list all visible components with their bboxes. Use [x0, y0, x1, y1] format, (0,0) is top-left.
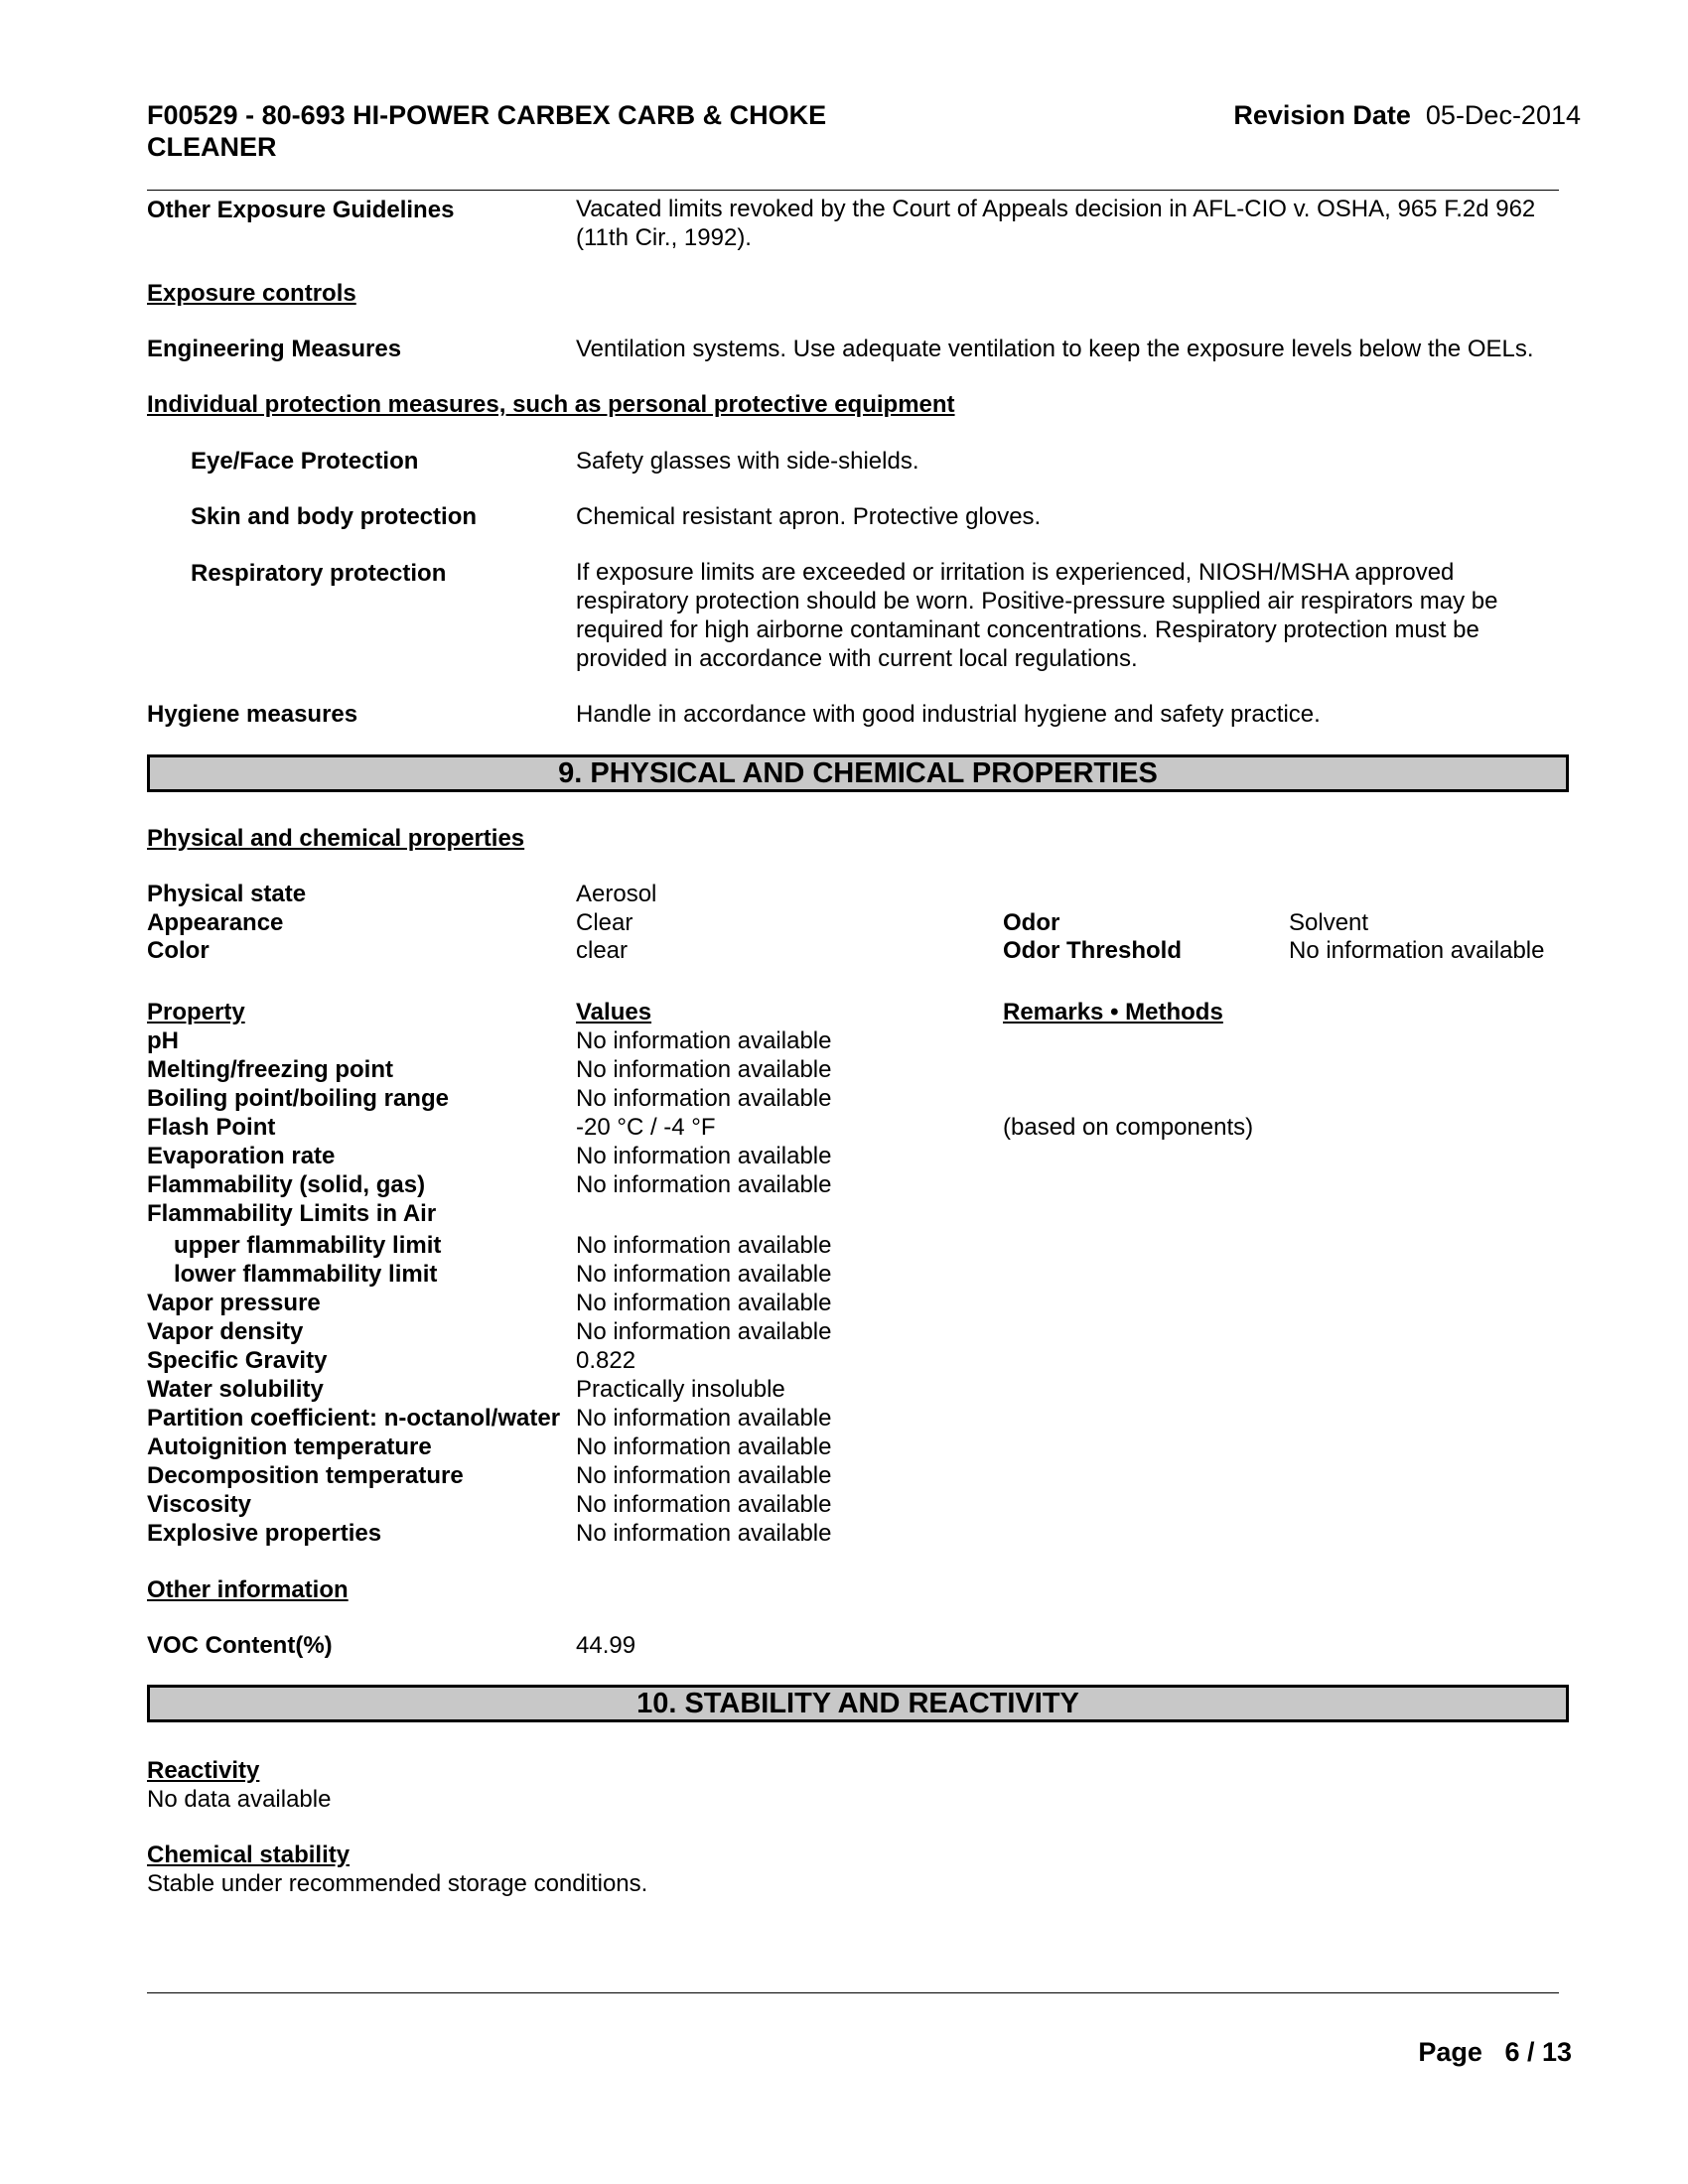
- stability-value: Stable under recommended storage conditions.: [147, 1870, 648, 1897]
- respiratory-value: If exposure limits are exceeded or irritation is experienced, NIOSH/MSHA approved respiratory protection should be worn. Positive-pressure supplied air respirators may be required for high airborne contaminant concentrations. Respiratory protection must be provided in accordance with current local regulations.: [576, 559, 1498, 672]
- physical-properties-heading: Physical and chemical properties: [147, 825, 525, 852]
- page-value: 6 / 13: [1504, 2037, 1572, 2067]
- col-remarks-header: Remarks • Methods: [1003, 999, 1223, 1025]
- section-9-header: 9. PHYSICAL AND CHEMICAL PROPERTIES: [147, 754, 1569, 792]
- col-values-header: Values: [576, 999, 652, 1025]
- footer-rule: [147, 1992, 1559, 1993]
- engineering-label: Engineering Measures: [147, 336, 402, 362]
- other-info-heading: Other information: [147, 1576, 349, 1603]
- property-name: Flash Point: [147, 1114, 276, 1141]
- property-name: Flammability (solid, gas): [147, 1171, 426, 1198]
- color-label: Color: [147, 937, 210, 964]
- property-value: No information available: [576, 1056, 832, 1083]
- property-value: No information available: [576, 1085, 832, 1112]
- respiratory-label: Respiratory protection: [191, 560, 447, 587]
- property-value: No information available: [576, 1261, 832, 1288]
- product-title: [147, 99, 826, 163]
- stability-heading: Chemical stability: [147, 1842, 351, 1868]
- odor-threshold-value: No information available: [1289, 937, 1545, 964]
- property-name: Flammability Limits in Air: [147, 1200, 437, 1227]
- reactivity-heading: Reactivity: [147, 1757, 260, 1784]
- engineering-value: Ventilation systems. Use adequate ventilation to keep the exposure levels below the OELs.: [576, 336, 1534, 362]
- property-value: No information available: [576, 1232, 832, 1259]
- property-name: upper flammability limit: [174, 1232, 442, 1259]
- property-value: No information available: [576, 1171, 832, 1198]
- property-value: 0.822: [576, 1347, 636, 1374]
- voc-label: VOC Content(%): [147, 1632, 333, 1659]
- property-name: Vapor pressure: [147, 1290, 321, 1316]
- revision-value: 05-Dec-2014: [1425, 100, 1581, 130]
- other-exposure-label: Other Exposure Guidelines: [147, 197, 455, 223]
- hygiene-value: Handle in accordance with good industrial hygiene and safety practice.: [576, 701, 1321, 728]
- header-rule: [147, 190, 1559, 191]
- property-name: Water solubility: [147, 1376, 324, 1403]
- page-number: [1418, 2037, 1572, 2068]
- property-remark: (based on components): [1003, 1114, 1254, 1141]
- product-title-line1: F00529 - 80-693 HI-POWER CARBEX CARB & CHOKE: [147, 100, 827, 130]
- physical-state-value: Aerosol: [576, 881, 657, 907]
- ppe-heading: Individual protection measures, such as personal protective equipment: [147, 391, 955, 418]
- property-name: lower flammability limit: [174, 1261, 438, 1288]
- property-value: No information available: [576, 1491, 832, 1518]
- property-name: Evaporation rate: [147, 1143, 336, 1169]
- exposure-controls-heading: Exposure controls: [147, 280, 356, 307]
- section-10-header: 10. STABILITY AND REACTIVITY: [147, 1685, 1569, 1722]
- property-value: No information available: [576, 1520, 832, 1547]
- property-value: No information available: [576, 1143, 832, 1169]
- property-name: Explosive properties: [147, 1520, 382, 1547]
- skin-value: Chemical resistant apron. Protective gloves.: [576, 503, 1042, 530]
- product-title-line2: CLEANER: [147, 132, 277, 162]
- revision-label: Revision Date: [1233, 100, 1411, 130]
- appearance-value: Clear: [576, 909, 633, 936]
- odor-threshold-label: Odor Threshold: [1003, 937, 1182, 964]
- odor-value: Solvent: [1289, 909, 1369, 936]
- voc-value: 44.99: [576, 1632, 636, 1659]
- property-name: Autoignition temperature: [147, 1433, 432, 1460]
- eye-label: Eye/Face Protection: [191, 448, 419, 475]
- odor-label: Odor: [1003, 909, 1060, 936]
- color-value: clear: [576, 937, 629, 964]
- revision-date: [1233, 99, 1581, 131]
- appearance-label: Appearance: [147, 909, 284, 936]
- property-name: Decomposition temperature: [147, 1462, 464, 1489]
- property-name: Viscosity: [147, 1491, 251, 1518]
- property-name: Vapor density: [147, 1318, 304, 1345]
- physical-state-label: Physical state: [147, 881, 307, 907]
- property-value: No information available: [576, 1027, 832, 1054]
- property-value: No information available: [576, 1318, 832, 1345]
- property-name: Specific Gravity: [147, 1347, 328, 1374]
- eye-value: Safety glasses with side-shields.: [576, 448, 919, 475]
- property-name: Partition coefficient: n-octanol/water: [147, 1405, 561, 1432]
- hygiene-label: Hygiene measures: [147, 701, 358, 728]
- property-name: Boiling point/boiling range: [147, 1085, 449, 1112]
- property-value: No information available: [576, 1290, 832, 1316]
- other-exposure-value: Vacated limits revoked by the Court of Appeals decision in AFL-CIO v. OSHA, 965 F.2d 962 (11th Cir., 1992).: [576, 196, 1536, 251]
- property-value: No information available: [576, 1433, 832, 1460]
- reactivity-value: No data available: [147, 1786, 332, 1813]
- property-value: -20 °C / -4 °F: [576, 1114, 716, 1141]
- page-label: Page: [1418, 2037, 1482, 2067]
- property-name: Melting/freezing point: [147, 1056, 393, 1083]
- skin-label: Skin and body protection: [191, 503, 478, 530]
- col-property-header: Property: [147, 999, 245, 1025]
- property-value: Practically insoluble: [576, 1376, 785, 1403]
- property-name: pH: [147, 1027, 179, 1054]
- property-value: No information available: [576, 1405, 832, 1432]
- property-value: No information available: [576, 1462, 832, 1489]
